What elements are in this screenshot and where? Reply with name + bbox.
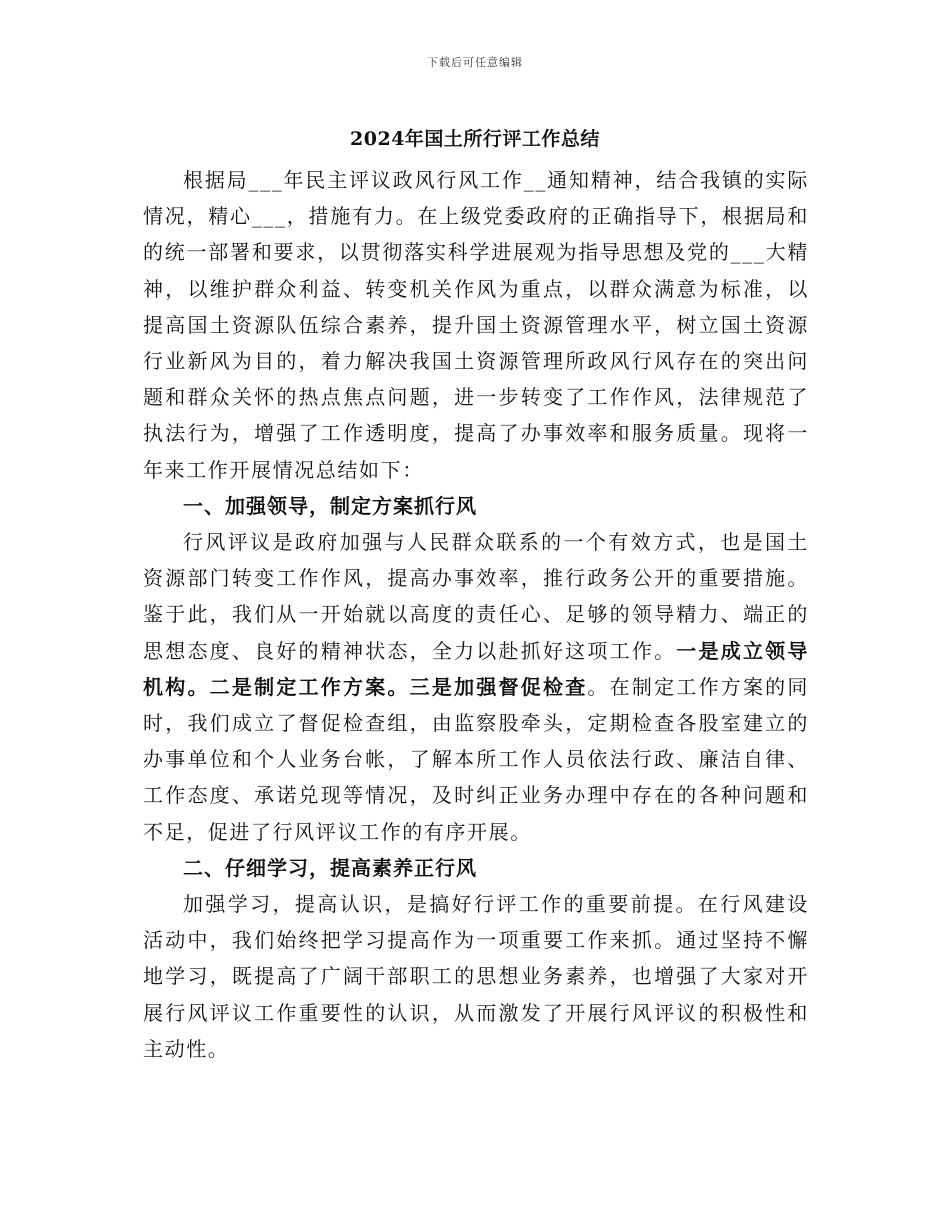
document-body: [143, 162, 809, 1067]
section-1-bold-2: 二是制定工作方案。: [209, 674, 410, 699]
section-1-bold-3: 三是加强督促检查: [409, 674, 588, 699]
intro-paragraph: 根据局___年民主评议政风行风工作__通知精神，结合我镇的实际情况，精心___，措施有力。在上级党委政府的正确指导下，根据局和的统一部署和要求，以贯彻落实科学进展观为指导思想及党的___大精神，以维护群众利益、转变机关作风为重点，以群众满意为标准，以提高国土资源队伍综合素养，提升国土资源管理水平，树立国土资源行业新风为目的，着力解决我国土资源管理所政风行风存在的突出问题和群众关怀的热点焦点问题，进一步转变了工作作风，法律规范了执法行为，增强了工作透明度，提高了办事效率和服务质量。现将一年来工作开展情况总结如下：: [143, 168, 809, 482]
section-1-bold-1: 一是成立领导机构。: [143, 638, 809, 699]
section-2-heading: 二、仔细学习，提高素养正行风: [183, 855, 477, 880]
page-header-note: 下载后可任意编辑: [427, 56, 523, 69]
section-1-text-a: 行风评议是政府加强与人民群众联系的一个有效方式，也是国土资源部门转变工作作风，提高办事效率，推行政务公开的重要措施。鉴于此，我们从一开始就以高度的责任心、足够的领导精力、端正的思想态度、良好的精神状态，全力以赴抓好这项工作。: [143, 530, 809, 663]
section-1-paragraph: [143, 524, 809, 850]
document-title: 2024年国土所行评工作总结: [350, 128, 600, 150]
section-1-text-b: 。在制定工作方案的同时，我们成立了督促检查组，由监察股牵头，定期检查各股室建立的办事单位和个人业务台帐，了解本所工作人员依法行政、廉洁自律、工作态度、承诺兑现等情况，及时纠正业务办理中存在的各种问题和不足，促进了行风评议工作的有序开展。: [143, 674, 809, 844]
section-2-paragraph: 加强学习，提高认识，是搞好行评工作的重要前提。在行风建设活动中，我们始终把学习提高作为一项重要工作来抓。通过坚持不懈地学习，既提高了广阔干部职工的思想业务素养，也增强了大家对开展行风评议工作重要性的认识，从而激发了开展行风评议的积极性和主动性。: [143, 892, 809, 1061]
section-1-heading: 一、加强领导，制定方案抓行风: [183, 493, 477, 518]
